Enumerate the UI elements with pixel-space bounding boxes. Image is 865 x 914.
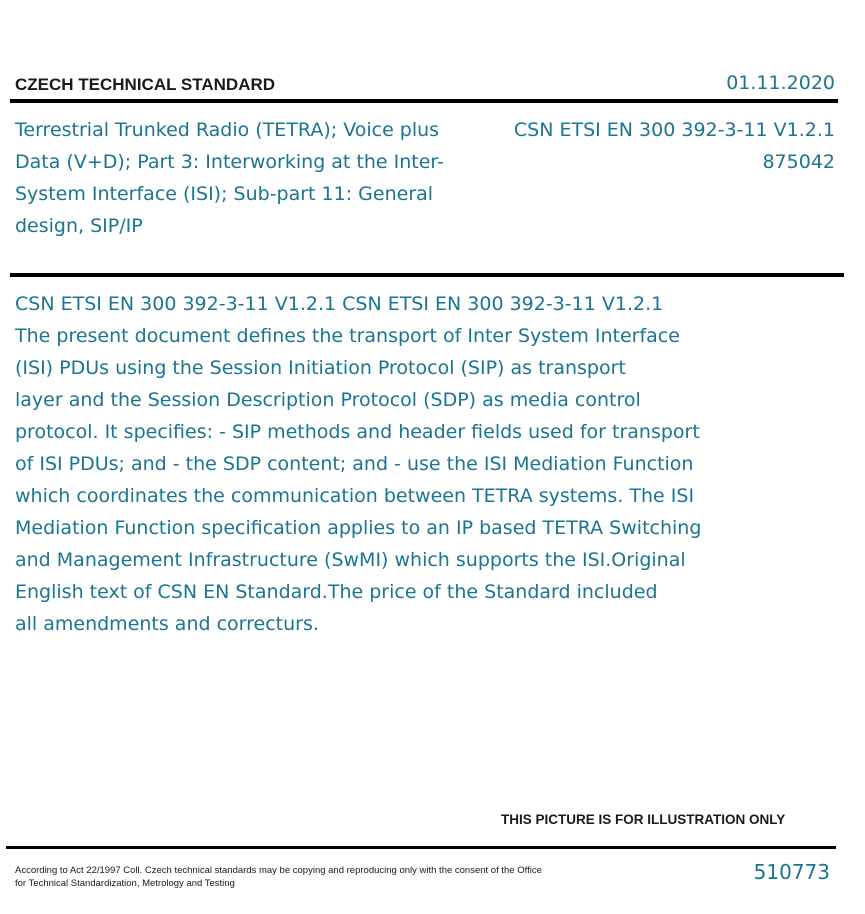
- abstract-text: CSN ETSI EN 300 392-3-11 V1.2.1 CSN ETSI EN 300 392-3-11 V1.2.1 The present document defines the transport of Inter System Interface (ISI) PDUs using the Session Initiation Protocol (SIP) as transport layer and the Session Description Protocol (SDP) as media control protocol. It specifies: - SIP methods and header fields used for transport of ISI PDUs; and - the SDP content; and - use the ISI Mediation Function which coordinates the communication between TETRA systems. The ISI Mediation Function specification applies to an IP based TETRA Switching and Management Infrastructure (SwMI) which supports the ISI.Original English text of CSN EN Standard.The price of the Standard included all amendments and correcturs.: [15, 293, 702, 635]
- catalog-number: 875042: [762, 151, 835, 173]
- standard-title: Terrestrial Trunked Radio (TETRA); Voice plus Data (V+D); Part 3: Interworking at the Inter-System Interface (ISI); Sub-part 11: General design, SIP/IP: [15, 119, 444, 237]
- footer-divider: [6, 846, 836, 849]
- footer-number: 510773: [753, 860, 830, 884]
- section-divider: [10, 273, 844, 277]
- legal-line-1: According to Act 22/1997 Coll. Czech technical standards may be copying and reproducing only with the consent of the Office: [15, 865, 542, 876]
- publication-date: 01.11.2020: [726, 72, 835, 94]
- header-divider: [10, 99, 838, 103]
- document-heading: CZECH TECHNICAL STANDARD: [15, 75, 276, 94]
- standard-code-block: [514, 114, 835, 178]
- illustration-note: THIS PICTURE IS FOR ILLUSTRATION ONLY: [501, 812, 786, 827]
- standard-code: CSN ETSI EN 300 392-3-11 V1.2.1: [513, 119, 835, 141]
- legal-line-2: for Technical Standardization, Metrology and Testing: [15, 878, 235, 889]
- legal-notice: [15, 864, 585, 890]
